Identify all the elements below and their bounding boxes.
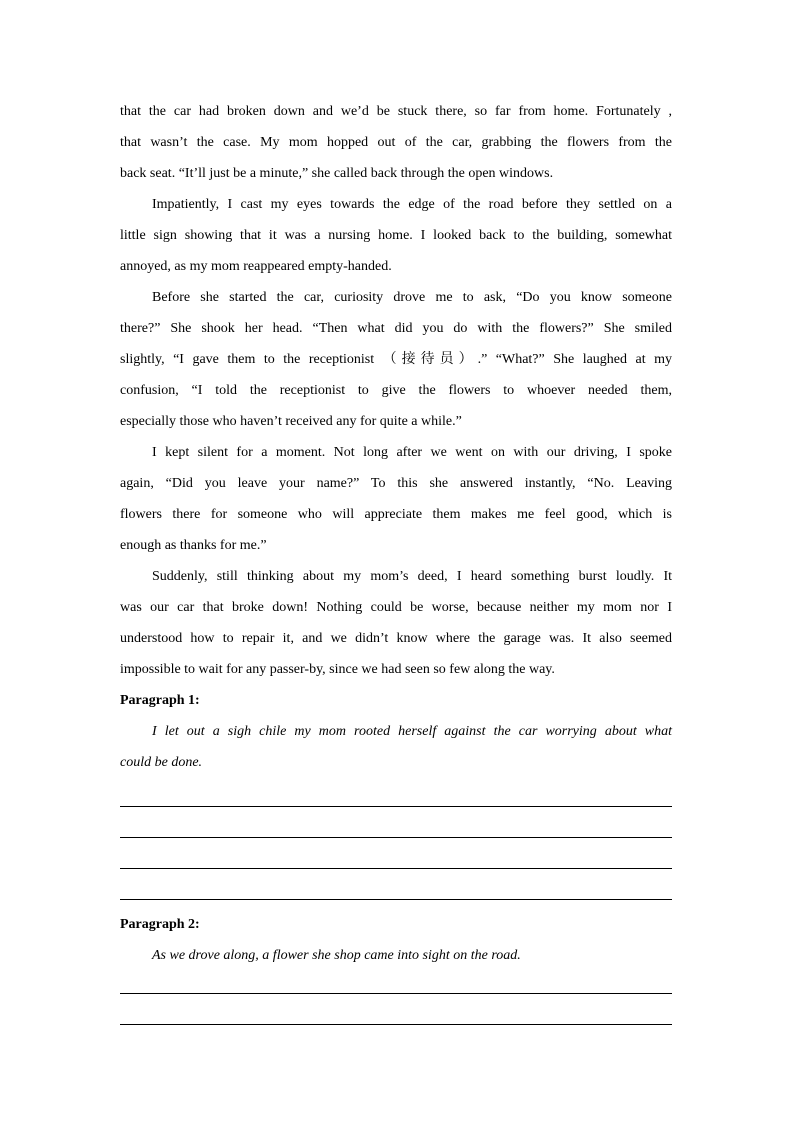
paragraph-2-heading: Paragraph 2:	[120, 917, 200, 932]
story-line: enough as thanks for me.”	[120, 538, 267, 553]
story-line: little sign showing that it was a nursing home. I looked back to the building, somewhat	[120, 228, 672, 243]
story-line: again, “Did you leave your name?” To this she answered instantly, “No. Leaving	[120, 476, 672, 491]
story-line: impossible to wait for any passer-by, since we had seen so few along the way.	[120, 662, 555, 677]
story-line: there?” She shook her head. “Then what did you do with the flowers?” She smiled	[120, 321, 672, 336]
paragraph-2-prompt: As we drove along, a flower she shop came into sight on the road.	[152, 948, 521, 963]
answer-line[interactable]	[120, 1024, 672, 1025]
story-line: that wasn’t the case. My mom hopped out of the car, grabbing the flowers from the	[120, 135, 672, 150]
answer-line[interactable]	[120, 837, 672, 838]
answer-line[interactable]	[120, 806, 672, 807]
story-line: understood how to repair it, and we didn’t know where the garage was. It also seemed	[120, 631, 672, 646]
story-line: I kept silent for a moment. Not long after we went on with our driving, I spoke	[152, 445, 672, 460]
story-line: Suddenly, still thinking about my mom’s deed, I heard something burst loudly. It	[152, 569, 672, 584]
paragraph-1-heading: Paragraph 1:	[120, 693, 200, 708]
paragraph-1-prompt: I let out a sigh chile my mom rooted herself against the car worrying about what	[152, 724, 672, 739]
answer-line[interactable]	[120, 993, 672, 994]
story-line: was our car that broke down! Nothing could be worse, because neither my mom nor I	[120, 600, 672, 615]
story-line: especially those who haven’t received any for quite a while.”	[120, 414, 462, 429]
story-line: Before she started the car, curiosity drove me to ask, “Do you know someone	[152, 290, 672, 305]
story-line: flowers there for someone who will appreciate them makes me feel good, which is	[120, 507, 672, 522]
answer-line[interactable]	[120, 899, 672, 900]
story-line: back seat. “It’ll just be a minute,” she called back through the open windows.	[120, 166, 554, 181]
story-line: that the car had broken down and we’d be stuck there, so far from home. Fortunately ,	[120, 104, 672, 119]
paragraph-1-prompt-continued: could be done.	[120, 755, 203, 770]
story-line: slightly, “I gave them to the receptionist （接待员）.” “What?” She laughed at my	[120, 352, 672, 367]
answer-line[interactable]	[120, 868, 672, 869]
document-page	[120, 96, 672, 778]
story-line: annoyed, as my mom reappeared empty-handed.	[120, 259, 392, 274]
story-line: confusion, “I told the receptionist to give the flowers to whoever needed them,	[120, 383, 672, 398]
paragraph-2-section	[120, 909, 672, 971]
story-line: Impatiently, I cast my eyes towards the edge of the road before they settled on a	[152, 197, 672, 212]
